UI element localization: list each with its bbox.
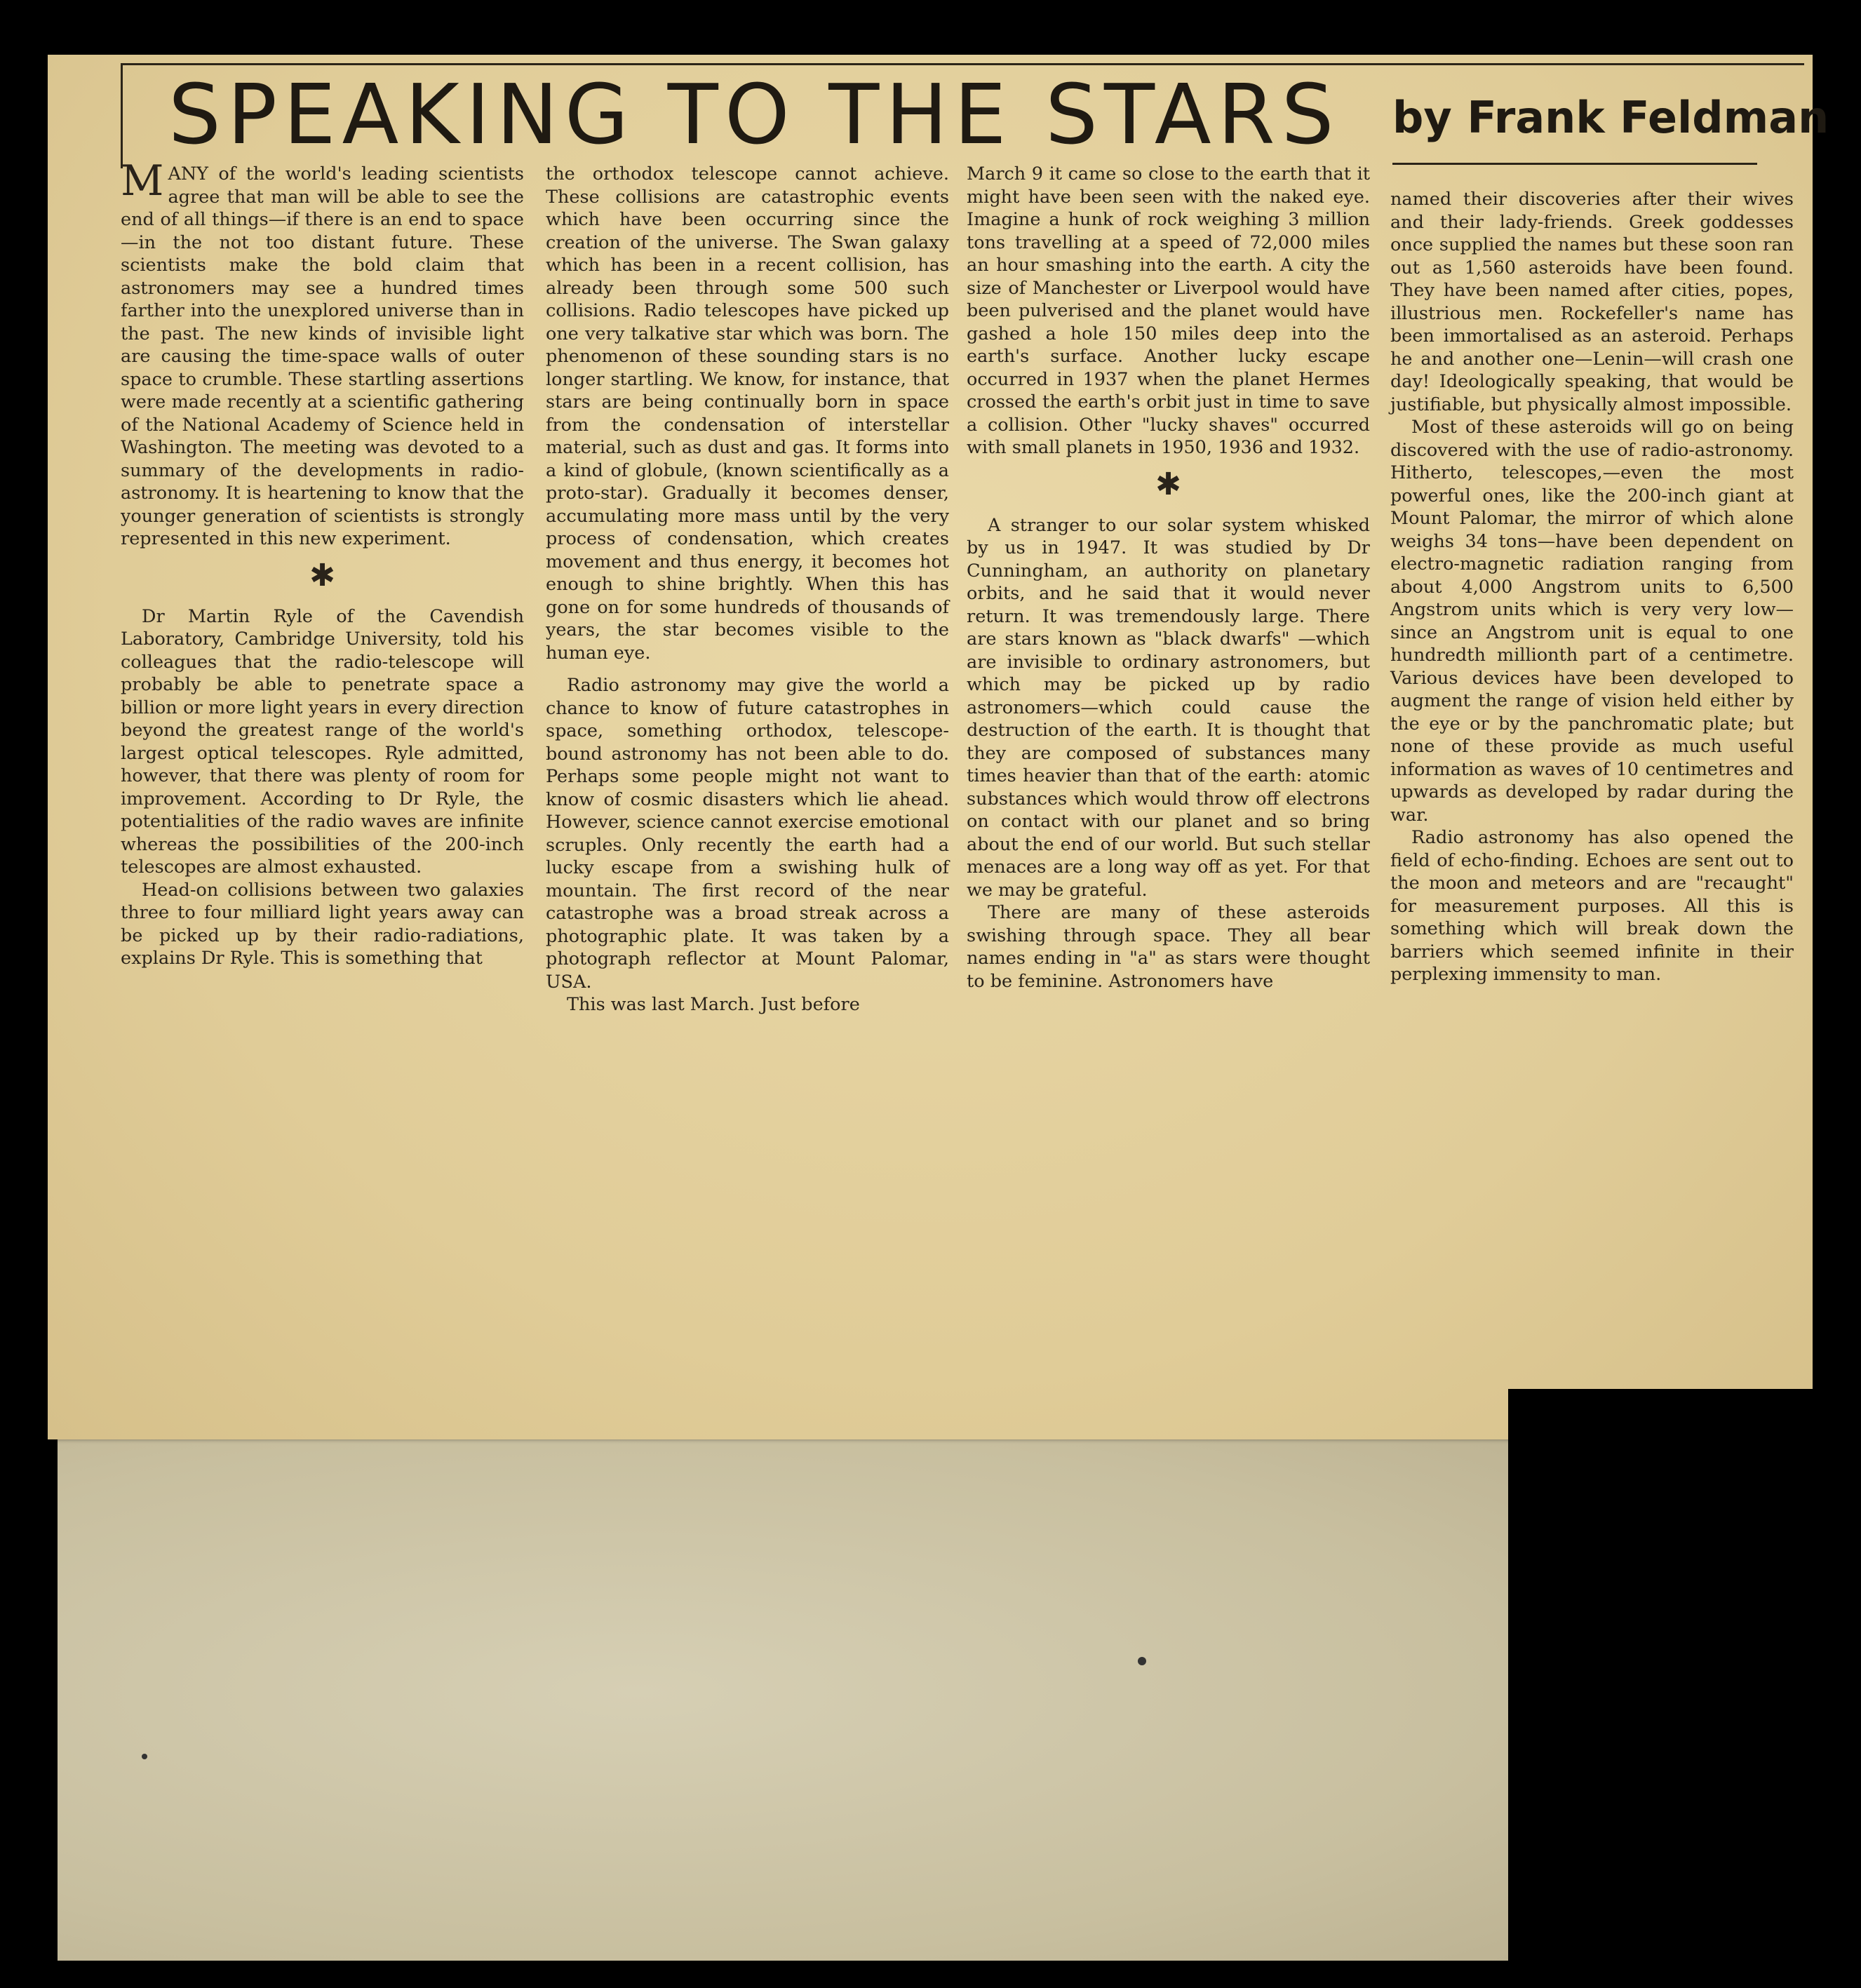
mounting-sheet [58, 1424, 1508, 1961]
article-paragraph: the orthodox telescope cannot achieve. These collisions are catastrophic events which have been occurring since the creation of the universe. The Swan galaxy which has been in a recent collision, has already been through some 500 such collisions. Radio telescopes have picked up one very talkative star which was born. The phenomenon of these sounding stars is no longer startling. We know, for instance, that stars are being continually born in space from the condensation of interstellar material, such as dust and gas. It forms into a kind of globule, (known scientifically as a proto-star). Gradually it becomes denser, accumulating more mass until by the very process of condensation, which creates movement and thus energy, it becomes hot enough to shine brightly. When this has gone on for some hundreds of thousands of years, the star becomes visible to the human eye. [546, 163, 949, 664]
article-paragraph: A stranger to our solar system whisked by us in 1947. It was studied by Dr Cunningham, an authority on planetary orbits, and he said that it would never return. It was tremendously large. There are stars known as "black dwarfs" —which are invisible to ordinary astronomers, but which may be picked up by radio astronomers—which could cause the destruction of the earth. It is thought that they are composed of substances many times heavier than that of the earth: atomic substances which would throw off electrons on contact with our planet and so bring about the end of our world. But such stellar menaces are a long way off as yet. For that we may be grateful. [967, 514, 1370, 901]
left-border-rule [121, 63, 123, 168]
clipping-edge-shadow [1508, 1389, 1813, 1444]
article-paragraph: This was last March. Just before [567, 994, 860, 1015]
article-column-1 [121, 156, 524, 1215]
headline: SPEAKING TO THE STARS [168, 66, 1341, 163]
article-paragraph: Dr Martin Ryle of the Cavendish Laboratory, Cambridge University, told his colleagues that the radio-telescope will probably be able to penetrate space a billion or more light years in every direction beyond the greatest range of the world's largest optical telescopes. Ryle admitted, however, that there was plenty of room for improvement. According to Dr Ryle, the potentialities of the radio waves are infinite whereas the possibilities of the 200-inch telescopes are almost exhausted. [121, 605, 524, 878]
article-paragraph: Head-on collisions between two galaxies three to four milliard light years away can be picked up by their radio-radiations, explains Dr Ryle. This is something that [121, 879, 524, 969]
article-paragraph: named their discoveries after their wives and their lady-friends. Greek goddesses once supplied the names but these soon ran out as 1,560 asteroids have been found. They have been named after cities, popes, illustrious men. Rockefeller's name has been immortalised as an asteroid. Perhaps he and another one—Lenin—will crash one day! Ideologically speaking, that would be justifiable, but physically almost impossible. [1390, 189, 1794, 415]
article-column-2 [546, 163, 949, 1215]
paper-spot [1138, 1657, 1146, 1665]
article-paragraph: Most of these asteroids will go on being discovered with the use of radio-astronomy. Hitherto, telescopes,—even the most powerful ones, like the 200-inch giant at Mount Palomar, the mirror of which alone weighs 34 tons—have been dependent on electro-magnetic radiation ranging from about 4,000 Angstrom units to 6,500 Angstrom units which is very very low—since an Angstrom unit is equal to one hundredth millionth part of a centimetre. Various devices have been developed to augment the range of vision held either by the eye or by the panchromatic plate; but none of these provide as much useful information as waves of 10 centimetres and upwards as developed by radar during the war. [1390, 417, 1794, 826]
article-paragraph: March 9 it came so close to the earth that it might have been seen with the naked eye. Imagine a hunk of rock weighing 3 million tons travelling at a speed of 72,000 miles an hour smashing into the earth. A city the size of Manchester or Liverpool would have been pulverised and the planet would have gashed a hole 150 miles deep into the earth's surface. Another lucky escape occurred in 1937 when the planet Hermes crossed the earth's orbit just in time to save a collision. Other "lucky shaves" occurred with small planets in 1950, 1936 and 1932. [967, 163, 1370, 458]
article-column-4 [1390, 188, 1794, 1240]
paper-spot [142, 1754, 147, 1759]
article-paragraph: Radio astronomy has also opened the field of echo-finding. Echoes are sent out to the moon and meteors and are "recaught" for measurement purposes. All this is something which will break down the barriers which seemed infinite in their perplexing immensity to man. [1390, 827, 1794, 985]
article-paragraph: Radio astronomy may give the world a chance to know of future catastrophes in space, something orthodox, telescope-bound astronomy has not been able to do. Perhaps some people might not want to know of cosmic disasters which lie ahead. However, science cannot exercise emotional scruples. Only recently the earth had a lucky escape from a swishing hulk of mountain. The first record of the near catastrophe was a broad streak across a photographic plate. It was taken by a photograph reflector at Mount Palomar, USA. [546, 675, 949, 993]
article-column-3 [967, 163, 1370, 1215]
byline-rule [1392, 163, 1757, 165]
section-separator-star: ✱ [309, 557, 335, 593]
drop-cap: M [121, 156, 164, 206]
article-paragraph: MANY of the world's leading scientists agree that man will be able to see the end of all things—if there is an end to space—in the not too distant future. These scientists make the bold claim that astronomers may see a hundred times farther into the unexplored universe than in the past. The new kinds of invisible light are causing the time-space walls of outer space to crumble. These startling assertions were made recently at a scientific gathering of the National Academy of Science held in Washington. The meeting was devoted to a summary of the developments in radio-astronomy. It is heartening to know that the younger generation of scientists is strongly represented in this new experiment. [121, 156, 524, 549]
article-paragraph: There are many of these asteroids swishing through space. They all bear names ending in "a" as stars were thought to be feminine. Astronomers have [967, 902, 1370, 992]
section-separator-star: ✱ [1155, 466, 1181, 502]
byline: by Frank Feldman [1392, 92, 1829, 143]
